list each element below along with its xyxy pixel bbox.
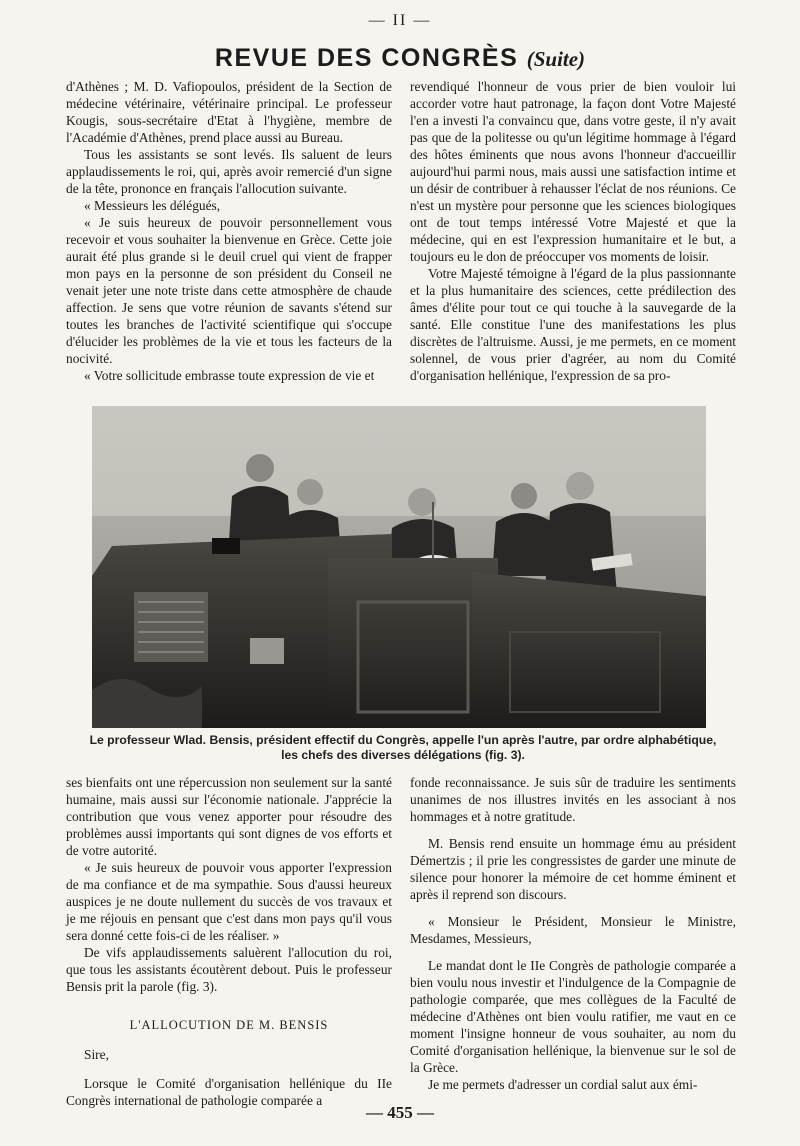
column-top-right	[410, 78, 736, 384]
paragraph: fonde reconnaissance. Je suis sûr de traduire les sentiments unanimes de nos illustres invités en les associant à nos hommages et à notre gratitude.	[410, 775, 736, 824]
paragraph: revendiqué l'honneur de vous prier de bien vouloir lui accorder votre haut patronage, la façon dont Votre Majesté l'en a investi l'a convaincu que, dans votre geste, il n'y avait pas que de la politesse ou qu'un légitime hommage à l'égard des hôtes éminents que nous avons l'honneur d'accueillir aujourd'hui parmi nous, mais aussi une satisfaction intime et un désir de contribuer à rehausser l'éclat de nos réunions. Ce n'est un mystère pour personne que les sciences biologiques ont de tout temps intéressé Votre Majesté et que la médecine, qui en est l'expression humanitaire et le but, a toujours eu le don de préoccuper vos moments de loisir.	[410, 79, 736, 264]
caption-line-1: Le professeur Wlad. Bensis, président effectif du Congrès, appelle l'un après l'autre, par ordre alphabétique,	[89, 733, 717, 747]
photo-illustration	[92, 406, 706, 728]
paragraph: Tous les assistants se sont levés. Ils saluent de leurs applaudissements le roi, qui, après avoir remercié d'un signe de la tête, prononce en français l'allocution suivante.	[66, 147, 392, 196]
paragraph: « Je suis heureux de pouvoir personnellement vous recevoir et vous souhaiter la bienvenue en Grèce. Cette joie aurait été plus grande si le deuil cruel qui vient de frapper mon pays en la personne de son président du Conseil ne venait jeter une note triste dans cette atmosphère de chaude affection. Je sens que votre réunion de savants s'étend sur toutes les branches de l'activité scientifique qui s'occupe d'élucider les problèmes de la vie et tous les facteurs de la nocivité.	[66, 215, 392, 366]
running-page-number: — II —	[368, 12, 432, 29]
paragraph: Je me permets d'adresser un cordial salut aux émi-	[428, 1077, 698, 1092]
paragraph: De vifs applaudissements saluèrent l'allocution du roi, que tous les assistants écoutèrent debout. Puis le professeur Bensis prit la parole (fig. 3).	[66, 945, 392, 994]
journal-title	[0, 44, 800, 73]
column-bottom-right	[410, 774, 736, 1093]
figure-3-photo	[92, 406, 706, 728]
paragraph: d'Athènes ; M. D. Vafiopoulos, président de la Section de médecine vétérinaire, vétérinaire principal. Le professeur Kougis, sous-secrétaire d'Etat à l'hygiène, membre de l'Académie d'Athènes, prend place aussi au Bureau.	[66, 79, 392, 145]
journal-title-text: REVUE DES CONGRÈS	[214, 44, 519, 72]
caption-line-2: les chefs des diverses délégations (fig. 3).	[281, 748, 525, 762]
paragraph: « Messieurs les délégués,	[84, 198, 221, 213]
paragraph: ses bienfaits ont une répercussion non seulement sur la santé humaine, mais aussi sur l'économie nationale. J'apprécie la contribution que vous venez apporter pour résoudre des problèmes aussi importants qui sont dignes de vos efforts et de votre autorité.	[66, 775, 392, 858]
journal-title-suffix: (Suite)	[526, 47, 586, 71]
section-heading: L'ALLOCUTION DE M. BENSIS	[129, 1018, 329, 1032]
paragraph: « Je suis heureux de pouvoir vous apporter l'expression de ma confiance et de ma sympathie. Sous d'aussi heureux auspices je ne doute nullement du succès de vos travaux et je me réjouis en pensant que c'est dans mon pays qu'il vous sera donné cette fois-ci de les réaliser. »	[66, 860, 392, 943]
paragraph: « Votre sollicitude embrasse toute expression de vie et	[84, 368, 375, 383]
paragraph: Votre Majesté témoigne à l'égard de la plus passionnante et la plus humanitaire des sciences, cette prédilection des âmes d'élite pour tout ce qui touche à la sauvegarde de la santé. Elle constitue l'une des manifestations les plus discrètes de l'altruisme. Aussi, je me permets, en ce moment solennel, de vous prier d'agréer, au nom du Comité d'organisation hellénique, l'expression de sa pro-	[410, 266, 736, 383]
figure-caption	[70, 733, 736, 763]
paragraph: Le mandat dont le IIe Congrès de pathologie comparée a bien voulu nous investir et l'indulgence de la Compagnie de pathologie comparée, que mes collègues de la Faculté de médecine d'Athènes ont bien voulu ratifier, me vaut en ce moment l'insigne honneur de vous souhaiter, au nom du Comité d'organisation hellénique, la bienvenue sur le sol de la Grèce.	[410, 958, 736, 1075]
paragraph: M. Bensis rend ensuite un hommage ému au président Démertzis ; il prie les congressistes de garder une minute de silence pour honorer la mémoire de cet homme éminent et après il reprend son discours.	[410, 836, 736, 902]
paragraph: « Monsieur le Président, Monsieur le Ministre, Mesdames, Messieurs,	[410, 914, 736, 946]
salutation: Sire,	[84, 1047, 109, 1062]
column-top-left	[66, 78, 392, 384]
paragraph: Lorsque le Comité d'organisation hellénique du IIe Congrès international de pathologie comparée a	[66, 1076, 392, 1108]
page-number: — 455 —	[366, 1103, 434, 1122]
column-bottom-left	[66, 774, 392, 1109]
